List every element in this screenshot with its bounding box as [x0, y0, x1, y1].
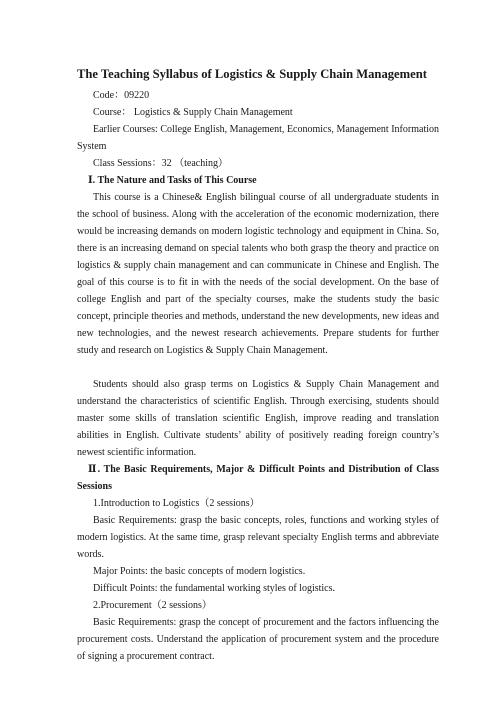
- topic-1-difficult-points: Difficult Points: the fundamental working styles of logistics.: [93, 583, 336, 594]
- course-code: Code：09220: [93, 90, 150, 101]
- section-1-paragraph-2: Students should also grasp terms on Logistics & Supply Chain Management and understand the characteristics of scientific English. Through exercising, students should master some skills of translation scientific English, improve reading and translation abilities in English. Cultivate students’ ability of positively reading foreign country’s newest scientific information.: [77, 379, 439, 458]
- topic-1-major-points: Major Points: the basic concepts of modern logistics.: [93, 566, 306, 577]
- class-sessions: Class Sessions：32 （teaching）: [93, 158, 228, 169]
- section-1-heading: Ⅰ. The Nature and Tasks of This Course: [88, 175, 257, 186]
- topic-1-title: 1.Introduction to Logistics（2 sessions）: [93, 498, 260, 509]
- course-name: Course： Logistics & Supply Chain Management: [93, 107, 293, 118]
- document-title: The Teaching Syllabus of Logistics & Supply Chain Management: [77, 67, 427, 81]
- topic-2-title: 2.Procurement（2 sessions）: [93, 600, 212, 611]
- earlier-courses: Earlier Courses: College English, Management, Economics, Management Information System: [77, 124, 439, 152]
- topic-2-basic-requirements: Basic Requirements: grasp the concept of procurement and the factors influencing the procurement costs. Understand the application of procurement system and the procedure of signing a procurement contract.: [77, 617, 439, 662]
- section-2-heading: Ⅱ. The Basic Requirements, Major & Difficult Points and Distribution of Class Sessions: [77, 464, 439, 492]
- section-1-paragraph-1: This course is a Chinese& English bilingual course of all undergraduate students in the school of business. Along with the acceleration of the economic modernization, there would be increasing demands on modern logistic technology and equipment in China. So, there is an increasing demand on special talents who both grasp the theory and practice on logistics & supply chain management and can communicate in Chinese and English. The goal of this course is to fit in with the needs of the social development. On the base of college English and part of the specialty courses, make the students study the basic concept, principle theories and methods, understand the new developments, new ideas and new technologies, and the newest research achievements. Prepare students for further study and research on Logistics & Supply Chain Management.: [77, 192, 439, 356]
- topic-1-basic-requirements: Basic Requirements: grasp the basic concepts, roles, functions and working styles of modern logistics. At the same time, grasp relevant specialty English terms and abbreviate words.: [77, 515, 439, 560]
